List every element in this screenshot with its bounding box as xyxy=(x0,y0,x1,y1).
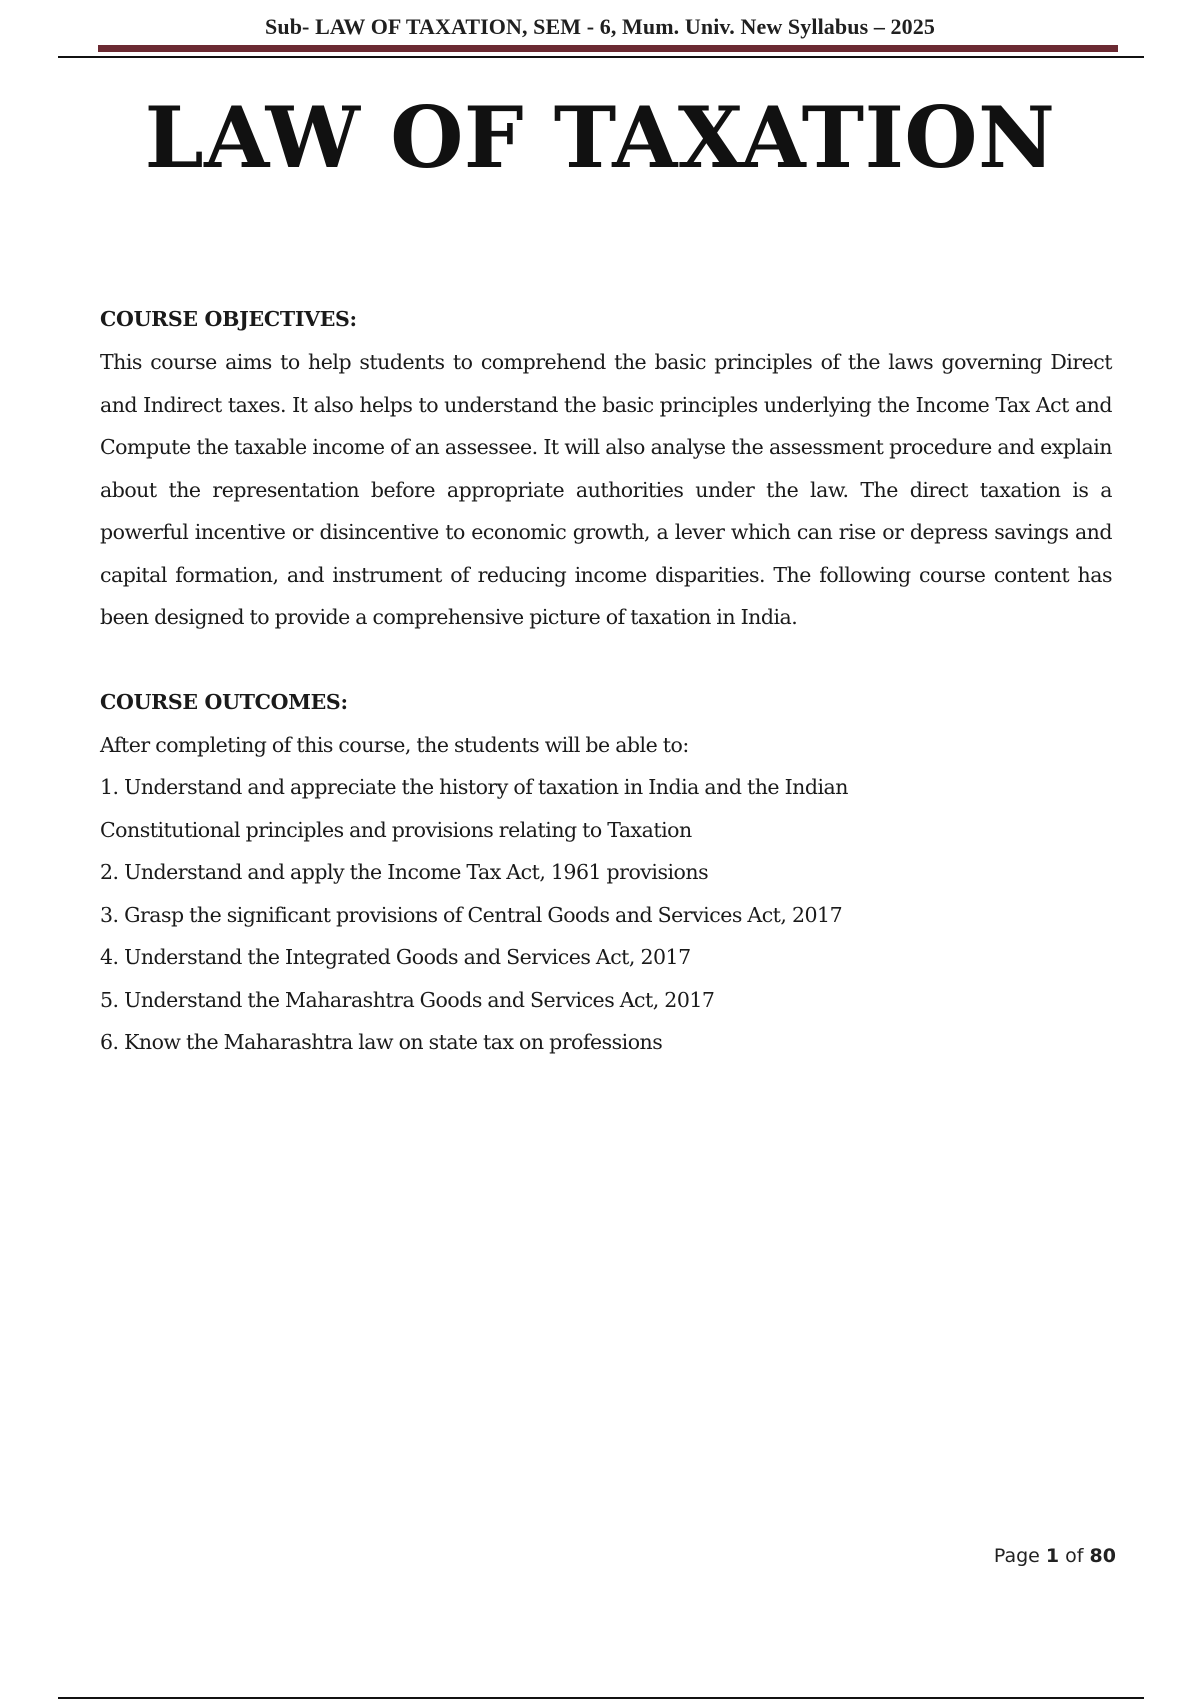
current-page: 1 xyxy=(1045,1545,1060,1567)
page-number xyxy=(994,1545,1116,1567)
course-outcomes-heading: COURSE OUTCOMES: xyxy=(100,689,348,714)
outcome-item-3: 3. Grasp the significant provisions of Central Goods and Services Act, 2017 xyxy=(100,902,843,927)
course-objectives-body: This course aims to help students to comprehend the basic principles of the laws governing Direct and Indirect taxes. It also helps to understand the basic principles underlying the Income Tax Act and Compute the taxable income of an assessee. It will also analyse the assessment procedure and explain about the representation before appropriate authorities under the law. The direct taxation is a powerful incentive or disincentive to economic growth, a lever which can rise or depress savings and capital formation, and instrument of reducing income disparities. The following course content has been designed to provide a comprehensive picture of taxation in India. xyxy=(100,350,1112,629)
header-rule xyxy=(58,56,1144,58)
page-word: Page xyxy=(993,1545,1040,1567)
section-spacer xyxy=(100,639,1112,685)
page-content xyxy=(100,302,1112,1064)
document-title: LAW OF TAXATION xyxy=(144,88,1056,187)
course-objectives-section xyxy=(100,302,1112,639)
header-rule-accent xyxy=(98,45,1118,52)
course-objectives-heading: COURSE OBJECTIVES: xyxy=(100,307,357,331)
total-pages: 80 xyxy=(1089,1545,1116,1567)
of-word: of xyxy=(1065,1545,1084,1567)
outcome-item-1: 1. Understand and appreciate the history of taxation in India and the Indian xyxy=(100,775,848,799)
running-header: Sub- LAW OF TAXATION, SEM - 6, Mum. Univ. New Syllabus – 2025 xyxy=(265,14,935,39)
course-outcomes-section xyxy=(100,685,1112,1064)
outcome-item-5: 5. Understand the Maharashtra Goods and Services Act, 2017 xyxy=(100,987,715,1012)
outcome-item-2: 2. Understand and apply the Income Tax Act, 1961 provisions xyxy=(100,860,709,884)
footer-rule xyxy=(58,1697,1144,1699)
course-outcomes-intro: After completing of this course, the students will be able to: xyxy=(100,732,689,757)
outcome-item-6: 6. Know the Maharashtra law on state tax on professions xyxy=(100,1030,663,1054)
outcome-item-4: 4. Understand the Integrated Goods and Services Act, 2017 xyxy=(100,945,691,969)
outcome-item-1-continued: Constitutional principles and provisions relating to Taxation xyxy=(100,817,692,842)
